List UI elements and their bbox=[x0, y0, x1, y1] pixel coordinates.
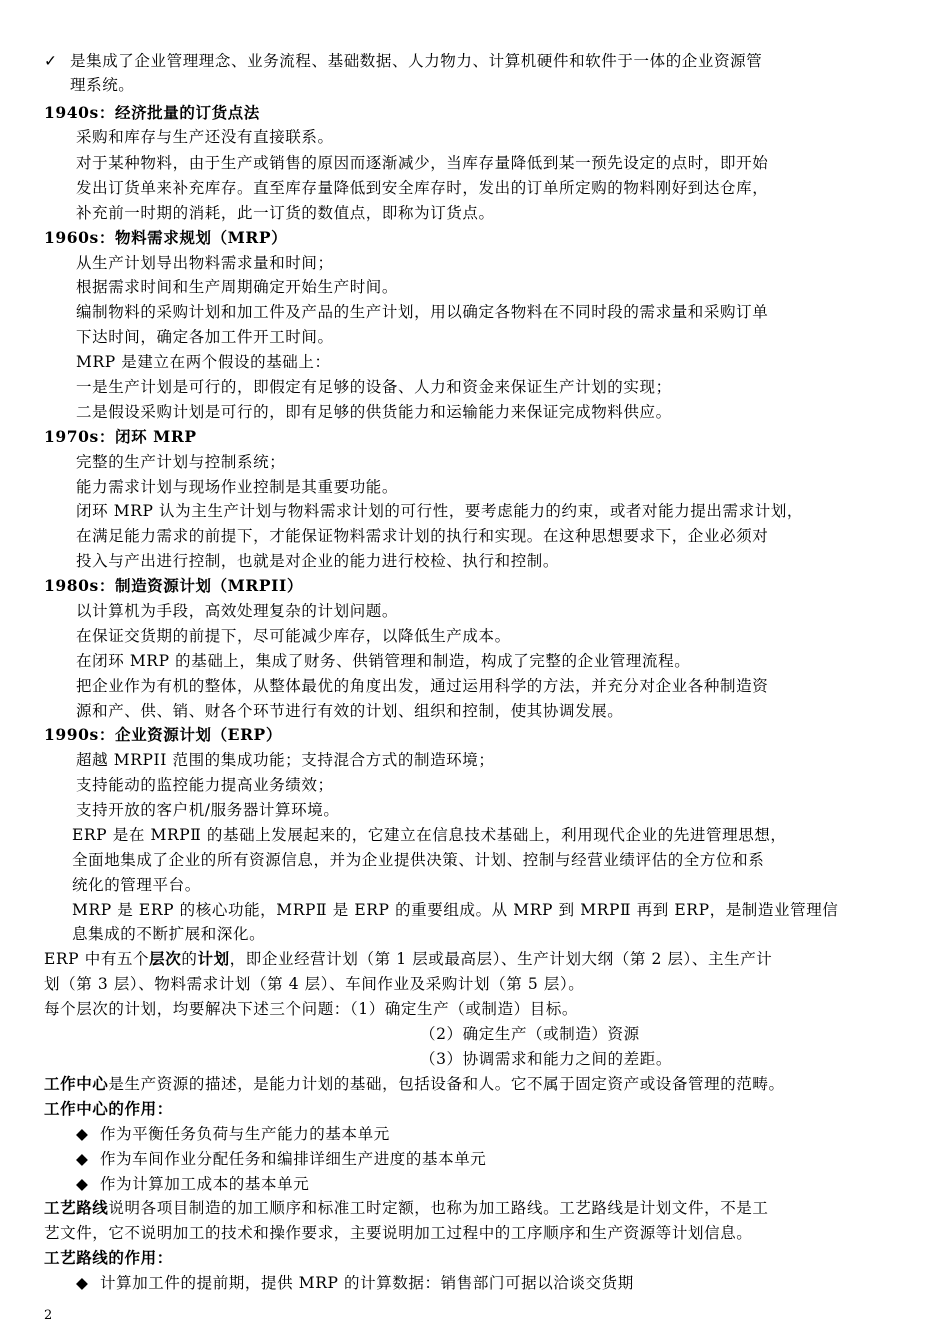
list-item bbox=[76, 1271, 634, 1295]
para-1970-3c: 投入与产出进行控制，也就是对企业的能力进行校检、执行和控制。 bbox=[76, 552, 560, 570]
heading-1940s: 1940s：经济批量的订货点法 bbox=[44, 103, 260, 122]
para-1980-2: 在保证交货期的前提下，尽可能减少库存，以降低生产成本。 bbox=[76, 627, 511, 645]
para-1990-5b: 息集成的不断扩展和深化。 bbox=[72, 925, 266, 943]
levels-text-pre: ERP 中有五个 bbox=[44, 950, 150, 968]
list-item-text: 作为车间作业分配任务和编排详细生产进度的基本单元 bbox=[100, 1150, 487, 1168]
heading-1980s: 1980s：制造资源计划（MRPII） bbox=[44, 576, 303, 595]
levels-term-plan: 计划 bbox=[197, 949, 230, 968]
para-1960-3b: 下达时间，确定各加工件开工时间。 bbox=[76, 328, 334, 346]
intro-line-1 bbox=[44, 49, 762, 73]
workcenter-heading: 工作中心的作用： bbox=[44, 1099, 173, 1118]
para-1940-2b: 发出订货单来补充库存。直至库存量降低到安全库存时，发出的订单所定购的物料刚好到达仓库， bbox=[76, 179, 769, 197]
routing-definition-1 bbox=[44, 1196, 769, 1220]
heading-1970s: 1970s：闭环 MRP bbox=[44, 427, 197, 446]
list-item bbox=[76, 1122, 390, 1146]
list-item-text: 计算加工件的提前期，提供 MRP 的计算数据：销售部门可据以洽谈交货期 bbox=[100, 1274, 634, 1292]
workcenter-term: 工作中心 bbox=[44, 1074, 109, 1093]
routing-term: 工艺路线 bbox=[44, 1198, 109, 1217]
workcenter-definition bbox=[44, 1072, 785, 1096]
para-1970-1: 完整的生产计划与控制系统； bbox=[76, 453, 286, 471]
intro-line-2: 理系统。 bbox=[70, 76, 135, 94]
para-1960-1: 从生产计划导出物料需求量和时间； bbox=[76, 254, 334, 272]
diamond-bullet-icon: ◆ bbox=[76, 1125, 89, 1143]
para-1970-3a: 闭环 MRP 认为主生产计划与物料需求计划的可行性，要考虑能力的约束，或者对能力提出需求计划， bbox=[76, 502, 804, 520]
para-1990-4a: ERP 是在 MRPⅡ 的基础上发展起来的，它建立在信息技术基础上，利用现代企业的先进管理思想， bbox=[72, 826, 787, 844]
levels-line-5: （3）协调需求和能力之间的差距。 bbox=[420, 1050, 672, 1068]
heading-1990s: 1990s：企业资源计划（ERP） bbox=[44, 725, 282, 744]
para-1960-5: 一是生产计划是可行的，即假定有足够的设备、人力和资金来保证生产计划的实现； bbox=[76, 378, 672, 396]
para-1940-1: 采购和库存与生产还没有直接联系。 bbox=[76, 128, 334, 146]
para-1940-2c: 补充前一时期的消耗，此一订货的数值点，即称为订货点。 bbox=[76, 204, 495, 222]
para-1980-4b: 源和产、供、销、财各个环节进行有效的计划、组织和控制，使其协调发展。 bbox=[76, 702, 624, 720]
levels-line-4: （2）确定生产（或制造）资源 bbox=[420, 1025, 640, 1043]
para-1990-3: 支持开放的客户机/服务器计算环境。 bbox=[76, 801, 340, 819]
para-1970-2: 能力需求计划与现场作业控制是其重要功能。 bbox=[76, 478, 399, 496]
heading-1960s: 1960s：物料需求规划（MRP） bbox=[44, 228, 288, 247]
list-item-text: 作为平衡任务负荷与生产能力的基本单元 bbox=[100, 1125, 390, 1143]
list-item bbox=[76, 1172, 309, 1196]
para-1990-1: 超越 MRPII 范围的集成功能；支持混合方式的制造环境； bbox=[76, 751, 495, 769]
para-1980-1: 以计算机为手段，高效处理复杂的计划问题。 bbox=[76, 602, 399, 620]
para-1940-2a: 对于某种物料，由于生产或销售的原因而逐渐减少，当库存量降低到某一预先设定的点时，即开始 bbox=[76, 154, 769, 172]
para-1990-2: 支持能动的监控能力提高业务绩效； bbox=[76, 776, 334, 794]
routing-def-text-1: 说明各项目制造的加工顺序和标准工时定额，也称为加工路线。工艺路线是计划文件，不是工 bbox=[108, 1199, 769, 1217]
para-1960-6: 二是假设采购计划是可行的，即有足够的供货能力和运输能力来保证完成物料供应。 bbox=[76, 403, 672, 421]
list-item bbox=[76, 1147, 486, 1171]
para-1990-4c: 统化的管理平台。 bbox=[72, 876, 201, 894]
para-1980-3: 在闭环 MRP 的基础上，集成了财务、供销管理和制造，构成了完整的企业管理流程。 bbox=[76, 652, 691, 670]
levels-line-1 bbox=[44, 947, 772, 971]
list-item-text: 作为计算加工成本的基本单元 bbox=[100, 1175, 310, 1193]
routing-definition-2: 艺文件，它不说明加工的技术和操作要求，主要说明加工过程中的工序顺序和生产资源等计划信息。 bbox=[44, 1224, 753, 1242]
diamond-bullet-icon: ◆ bbox=[76, 1150, 89, 1168]
para-1960-2: 根据需求时间和生产周期确定开始生产时间。 bbox=[76, 278, 399, 296]
diamond-bullet-icon: ◆ bbox=[76, 1175, 89, 1193]
diamond-bullet-icon: ◆ bbox=[76, 1274, 89, 1292]
levels-line-3: 每个层次的计划，均要解决下述三个问题：（1）确定生产（或制造）目标。 bbox=[44, 1000, 579, 1018]
intro-text-1: 是集成了企业管理理念、业务流程、基础数据、人力物力、计算机硬件和软件于一体的企业资源管 bbox=[70, 52, 763, 70]
para-1990-5a: MRP 是 ERP 的核心功能，MRPⅡ 是 ERP 的重要组成。从 MRP 到 MRPⅡ 再到 ERP，是制造业管理信 bbox=[72, 901, 839, 919]
workcenter-def-text: 是生产资源的描述，是能力计划的基础，包括设备和人。它不属于固定资产或设备管理的范畴。 bbox=[108, 1075, 785, 1093]
para-1970-3b: 在满足能力需求的前提下，才能保证物料需求计划的执行和实现。在这种思想要求下，企业必须对 bbox=[76, 527, 769, 545]
check-icon: ✓ bbox=[44, 52, 58, 70]
routing-heading: 工艺路线的作用： bbox=[44, 1248, 173, 1267]
para-1960-3a: 编制物料的采购计划和加工件及产品的生产计划，用以确定各物料在不同时段的需求量和采购订单 bbox=[76, 303, 769, 321]
para-1990-4b: 全面地集成了企业的所有资源信息，并为企业提供决策、计划、控制与经营业绩评估的全方位和系 bbox=[72, 851, 765, 869]
levels-term-layers: 层次 bbox=[149, 949, 182, 968]
para-1960-4: MRP 是建立在两个假设的基础上： bbox=[76, 353, 331, 371]
levels-text-mid: 的 bbox=[181, 950, 198, 968]
para-1980-4a: 把企业作为有机的整体，从整体最优的角度出发，通过运用科学的方法，并充分对企业各种制造资 bbox=[76, 677, 769, 695]
levels-line-2: 划（第 3 层）、物料需求计划（第 4 层）、车间作业及采购计划（第 5 层）。 bbox=[44, 975, 585, 993]
levels-text-post: ，即企业经营计划（第 1 层或最高层）、生产计划大纲（第 2 层）、主生产计 bbox=[229, 950, 773, 968]
page-number: 2 bbox=[44, 1308, 53, 1323]
